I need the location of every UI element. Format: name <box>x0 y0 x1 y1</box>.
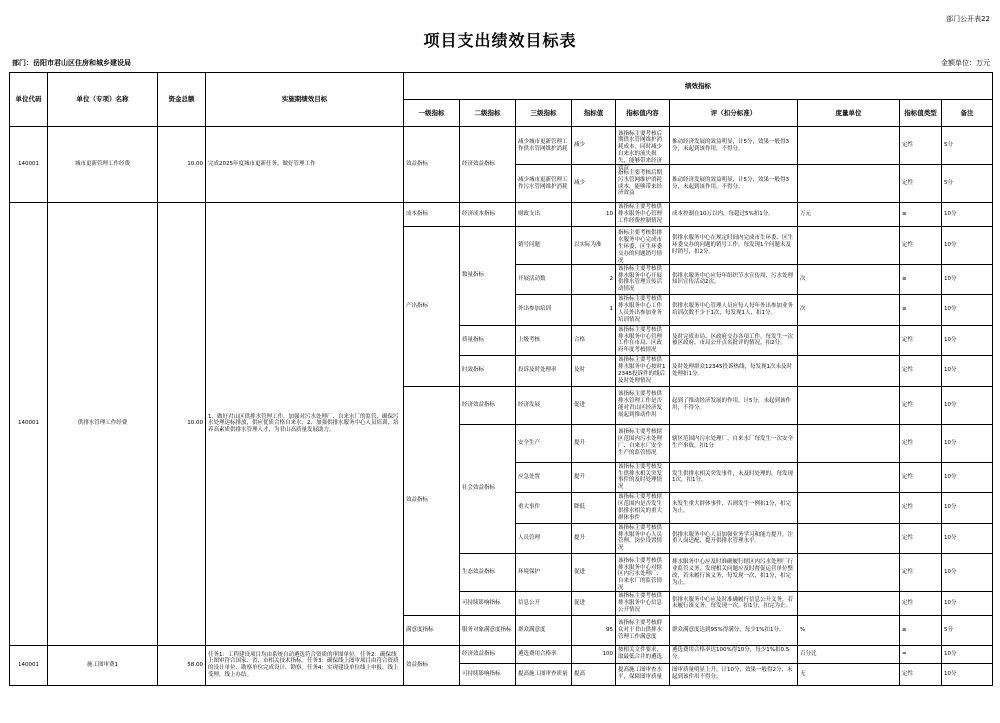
measure-unit: 无 <box>798 663 900 685</box>
indicator-value: 100 <box>572 645 616 663</box>
indicator-type: 定性 <box>900 386 942 424</box>
unit-name: 施工图审费1 <box>48 645 158 685</box>
note: 10分 <box>942 645 993 663</box>
scoring-standard: 供排水服务中心管理人员应每人每年外出参加业务培训次数不少于1次，每发现1人，扣1分。 <box>670 295 798 326</box>
note: 5分 <box>942 165 993 203</box>
indicator-content: 该指标主要考核供排水服务中心管理工作经费控制情况 <box>616 203 670 227</box>
note: 10分 <box>942 386 993 424</box>
header-note: 备注 <box>942 100 993 127</box>
indicator-value: 提升 <box>572 523 616 554</box>
level2-indicator: 经济效益指标 <box>460 127 516 203</box>
indicator-value: 减少 <box>572 165 616 203</box>
note: 10分 <box>942 203 993 227</box>
header-level2: 二级指标 <box>460 100 516 127</box>
level3-indicator: 外出参加培训 <box>516 295 572 326</box>
level2-indicator: 可持续影响指标 <box>460 663 516 685</box>
page-title: 项目支出绩效目标表 <box>423 31 577 50</box>
indicator-content: 按相关文件要求，取最低合并的遴选 <box>616 645 670 663</box>
scoring-standard: 起到了推动经济发展的作用，计5分，未起到该作用，不得分。 <box>670 386 798 424</box>
scoring-standard: 供排水服务中心人员加强业务学习和能力提升，注重人岗适配，提升供排水管理水平。 <box>670 523 798 554</box>
indicator-value: 以实际为准 <box>572 226 616 264</box>
unit-name: 城市更新管理工作经费 <box>48 127 158 203</box>
level3-indicator: 投诉及时处理率 <box>516 356 572 387</box>
level3-indicator: 遴选费用合格率 <box>516 645 572 663</box>
measure-unit <box>798 462 900 493</box>
level3-indicator: 开展活动数 <box>516 264 572 295</box>
indicator-value: 促进 <box>572 386 616 424</box>
amount-unit-label: 金额单位：万元 <box>941 59 990 67</box>
indicator-content: 该指标主要考核发生供排水相关突发事件的及时处理情况 <box>616 462 670 493</box>
measure-unit <box>798 325 900 356</box>
indicator-type: 定性 <box>900 592 942 616</box>
indicator-content: 指标主要考核供排水服务中心完成市生环委、区生环委交办的问题销号情况 <box>616 226 670 264</box>
level2-indicator: 可持续影响指标 <box>460 592 516 616</box>
indicator-type: 定性 <box>900 325 942 356</box>
scoring-standard: 成本控制在10万以内，每超过5%扣1分。 <box>670 203 798 227</box>
level2-indicator: 社会效益指标 <box>460 424 516 554</box>
measure-unit <box>798 226 900 264</box>
level1-indicator: 产出指标 <box>404 226 460 386</box>
header-measure: 度量单位 <box>798 100 900 127</box>
table-row <box>10 645 993 663</box>
level2-indicator: 生态效益指标 <box>460 554 516 592</box>
note: 10分 <box>942 325 993 356</box>
department-label: 部门：岳阳市君山区住房和城乡建设局 <box>12 59 131 67</box>
total-amount: 10.00 <box>158 127 206 203</box>
header-unit-name: 单位（专项）名称 <box>48 73 158 127</box>
level2-indicator: 经济效益指标 <box>460 386 516 424</box>
header-level1: 一级指标 <box>404 100 460 127</box>
indicator-content: 该指标主要考核供排水服务中心按时12345投诉件的线后及时处理情况 <box>616 356 670 387</box>
table-row <box>10 127 993 165</box>
indicator-type: ≤ <box>900 203 942 227</box>
indicator-value: 提升 <box>572 462 616 493</box>
indicator-content: 提高施工图审查水平，保障图审质量 <box>616 663 670 685</box>
scoring-standard: 未发生重大群体事件，否则发生一例扣1分，扣完为止。 <box>670 493 798 524</box>
measure-unit <box>798 554 900 592</box>
measure-unit: 次 <box>798 295 900 326</box>
header-eval: 评（扣分标准） <box>670 100 798 127</box>
measure-unit <box>798 523 900 554</box>
header-total: 资金总额 <box>158 73 206 127</box>
level3-indicator: 应急处置 <box>516 462 572 493</box>
note: 10分 <box>942 493 993 524</box>
unit-code: 140001 <box>10 645 48 685</box>
level2-indicator: 质量指标 <box>460 325 516 356</box>
total-amount: 10.00 <box>158 203 206 646</box>
indicator-type: ≥ <box>900 264 942 295</box>
indicator-value: 促进 <box>572 592 616 616</box>
unit-code: 140001 <box>10 127 48 203</box>
unit-name: 供排水管理工作经费 <box>48 203 158 646</box>
scoring-standard: 排水服务中心应及时准确履行辖区内污水处理厂行业监管义务，发现相关问题应及时督促运营单位整改，若未履行该义务，每发现一次，扣1分，扣完为止。 <box>670 554 798 592</box>
indicator-value: 合格 <box>572 325 616 356</box>
indicator-type: 定性 <box>900 424 942 462</box>
indicator-content: 该指标主要考核供排水服务中心开展供排水管理宣传活动情况 <box>616 264 670 295</box>
level2-indicator: 经济效益指标 <box>460 645 516 663</box>
indicator-value: 促进 <box>572 554 616 592</box>
note: 10分 <box>942 295 993 326</box>
indicator-content: 该指标主要考核辖区范围内是否发生供排水相关的重大群体事件 <box>616 493 670 524</box>
level3-indicator: 减少城市更新管理工作供水管网维护消耗 <box>516 127 572 165</box>
measure-unit <box>798 127 900 165</box>
scoring-standard: 及时处理群众12345投诉热线，每发现1次未及时处理扣1分。 <box>670 356 798 387</box>
indicator-type: 定性 <box>900 165 942 203</box>
measure-unit <box>798 592 900 616</box>
indicator-type: 定性 <box>900 127 942 165</box>
level1-indicator: 满意度指标 <box>404 615 460 645</box>
scoring-standard: 推动经济发展的效益明显，计5分，效果一般得3分，未起到该作用，不得分。 <box>670 127 798 165</box>
level2-indicator: 数量指标 <box>460 226 516 325</box>
unit-code: 140001 <box>10 203 48 646</box>
note: 10分 <box>942 663 993 685</box>
note: 10分 <box>942 592 993 616</box>
goal-text: 完成2025年度城市更新任务，做好管理工作 <box>206 127 404 203</box>
level1-indicator: 成本指标 <box>404 203 460 227</box>
indicator-type: 定性 <box>900 462 942 493</box>
level1-indicator: 效益指标 <box>404 127 460 203</box>
note: 5分 <box>942 615 993 645</box>
level3-indicator: 安全生产 <box>516 424 572 462</box>
measure-unit <box>798 386 900 424</box>
header-type: 指标值类型 <box>900 100 942 127</box>
level3-indicator: 经济发展 <box>516 386 572 424</box>
indicator-value: 提升 <box>572 424 616 462</box>
level3-indicator: 减少城市更新管理工作污水管网维护消耗 <box>516 165 572 203</box>
indicator-content: 该指标主要考核群众对于君山供排水管理工作满意度 <box>616 615 670 645</box>
indicator-type: 定性 <box>900 493 942 524</box>
level3-indicator: 上级考核 <box>516 325 572 356</box>
header-content: 指标值内容 <box>616 100 670 127</box>
indicator-value: 1 <box>572 295 616 326</box>
level3-indicator: 提高施工图审查质量 <box>516 663 572 685</box>
scoring-standard: 供排水服务中心在规定时间内完成市生环委、区生环委交办的问题的销号工作，每发现1个问题未及时销号，扣2分。 <box>670 226 798 264</box>
indicator-value: 2 <box>572 264 616 295</box>
level1-indicator: 效益指标 <box>404 645 460 685</box>
indicator-type: 定性 <box>900 523 942 554</box>
indicator-value: 减少 <box>572 127 616 165</box>
scoring-standard: 供排水服务中心应及时准确履行信息公开义务，若未履行该义务，每发现一次，扣1分，扣完为止。 <box>670 592 798 616</box>
indicator-type: 定性 <box>900 226 942 264</box>
level3-indicator: 重大事件 <box>516 493 572 524</box>
level3-indicator: 信息公开 <box>516 592 572 616</box>
scoring-standard: 遴选费用合格率达100%得10分，每少1%扣0.5分。 <box>670 645 798 663</box>
level1-indicator: 效益指标 <box>404 386 460 615</box>
indicator-type: 定性 <box>900 554 942 592</box>
scoring-standard: 辖区范围内污水处理厂、自来水厂每发生一次安全生产事故，扣1分 <box>670 424 798 462</box>
header-unit-code: 单位代码 <box>10 73 48 127</box>
indicator-type: 定性 <box>900 663 942 685</box>
header-indicators: 绩效指标 <box>404 73 993 100</box>
scoring-standard: 及时完成市局、区政府交办各项工作，每发生一次被区政府、市局公开点名批评的情况，扣2分。 <box>670 325 798 356</box>
indicator-value: 10 <box>572 203 616 227</box>
indicator-type: 定性 <box>900 356 942 387</box>
indicator-content: 指标主要考核后期污水管网维护消耗成本，能够带来经济效益 <box>616 165 670 203</box>
level3-indicator: 群众满意度 <box>516 615 572 645</box>
measure-unit <box>798 493 900 524</box>
level3-indicator: 财政支出 <box>516 203 572 227</box>
indicator-content: 该指标主要考核供排水服务中心对辖区内污水处理厂、自来水厂的监管情况 <box>616 554 670 592</box>
indicator-content: 该指标主要考核供排水管理工作是否能对君山区经济发展起到推动作用 <box>616 386 670 424</box>
indicator-content: 该指标主要考核辖区范围内污水处理厂、自来水厂安全生产的监管情况 <box>616 424 670 462</box>
indicator-type: = <box>900 645 942 663</box>
table-row <box>10 203 993 227</box>
level3-indicator: 环境保护 <box>516 554 572 592</box>
note: 10分 <box>942 226 993 264</box>
indicator-type: ≥ <box>900 295 942 326</box>
level2-indicator: 经济成本指标 <box>460 203 516 227</box>
measure-unit: 百分比 <box>798 645 900 663</box>
goal-text: 任务1：工程建设项目均由系统自动遴选符合资质的审图单位。任务2：确保线上图审符合国家、省、市相关技术指标。任务3：确保线上图审项目由符合资质的设计单位、勘察单位完成设计、勘察。任务4：实现建设单位线上申报，线上受理，线上办结。 <box>206 645 404 685</box>
indicator-type: ≥ <box>900 615 942 645</box>
total-amount: 58.00 <box>158 645 206 685</box>
performance-table <box>9 72 993 686</box>
indicator-value: 及时 <box>572 356 616 387</box>
measure-unit <box>798 424 900 462</box>
indicator-value: 降低 <box>572 493 616 524</box>
indicator-content: 该指标主要考核供排水服务中心工作人员外出参加业务培训情况 <box>616 295 670 326</box>
indicator-value: 提高 <box>572 663 616 685</box>
note: 10分 <box>942 554 993 592</box>
level3-indicator: 销号问题 <box>516 226 572 264</box>
scoring-standard: 推动经济发展的效益明显，计5分，效果一般得3分，未起到该作用，不得分。 <box>670 165 798 203</box>
scoring-standard: 群众满意度达到95%得满分，每少1%扣1分。 <box>670 615 798 645</box>
header-goal: 实施期绩效目标 <box>206 73 404 127</box>
measure-unit: % <box>798 615 900 645</box>
note: 10分 <box>942 424 993 462</box>
note: 10分 <box>942 264 993 295</box>
scoring-standard: 供排水服务中心应每年组织节水宣传周、污水处理知识宣传活动2次。 <box>670 264 798 295</box>
level3-indicator: 人员管理 <box>516 523 572 554</box>
measure-unit: 次 <box>798 264 900 295</box>
measure-unit: 万元 <box>798 203 900 227</box>
level2-indicator: 时效指标 <box>460 356 516 387</box>
scoring-standard: 图审质量明显上升，计10分，效果一般得2分，未起到该作用不得分。 <box>670 663 798 685</box>
measure-unit <box>798 356 900 387</box>
note: 10分 <box>942 356 993 387</box>
indicator-content: 该指标主要考核供排水服务中心人员管理、岗位设置情况 <box>616 523 670 554</box>
note: 10分 <box>942 462 993 493</box>
measure-unit <box>798 165 900 203</box>
table-number: 部门公开表22 <box>946 15 990 23</box>
goal-text: 1、做好君山区供排水管理工作，加强对污水处理厂、自来水厂的监管，确保污水处理达标排放，供应优质合格自来水；2、加强供排水服务中心人员培训，培养高素质供排水管理人才，为君山高质量发展助力。 <box>206 203 404 646</box>
indicator-content: 该指标主要考核后期供水管网维护消耗成本，同时减少自来水的流失损失，能够带来经济效益 <box>616 127 670 165</box>
header-value: 指标值 <box>572 100 616 127</box>
indicator-content: 该指标主要考核供排水服务中心管理工作在市局、区政府年度考核情况 <box>616 325 670 356</box>
note: 10分 <box>942 523 993 554</box>
scoring-standard: 发生供排水相关突发事件，未及时处理的，每发现1次，扣1分。 <box>670 462 798 493</box>
header-level3: 三级指标 <box>516 100 572 127</box>
note: 5分 <box>942 127 993 165</box>
indicator-value: 95 <box>572 615 616 645</box>
level2-indicator: 服务对象满意度指标 <box>460 615 516 645</box>
indicator-content: 该指标主要考核供排水服务中心信息公开情况 <box>616 592 670 616</box>
